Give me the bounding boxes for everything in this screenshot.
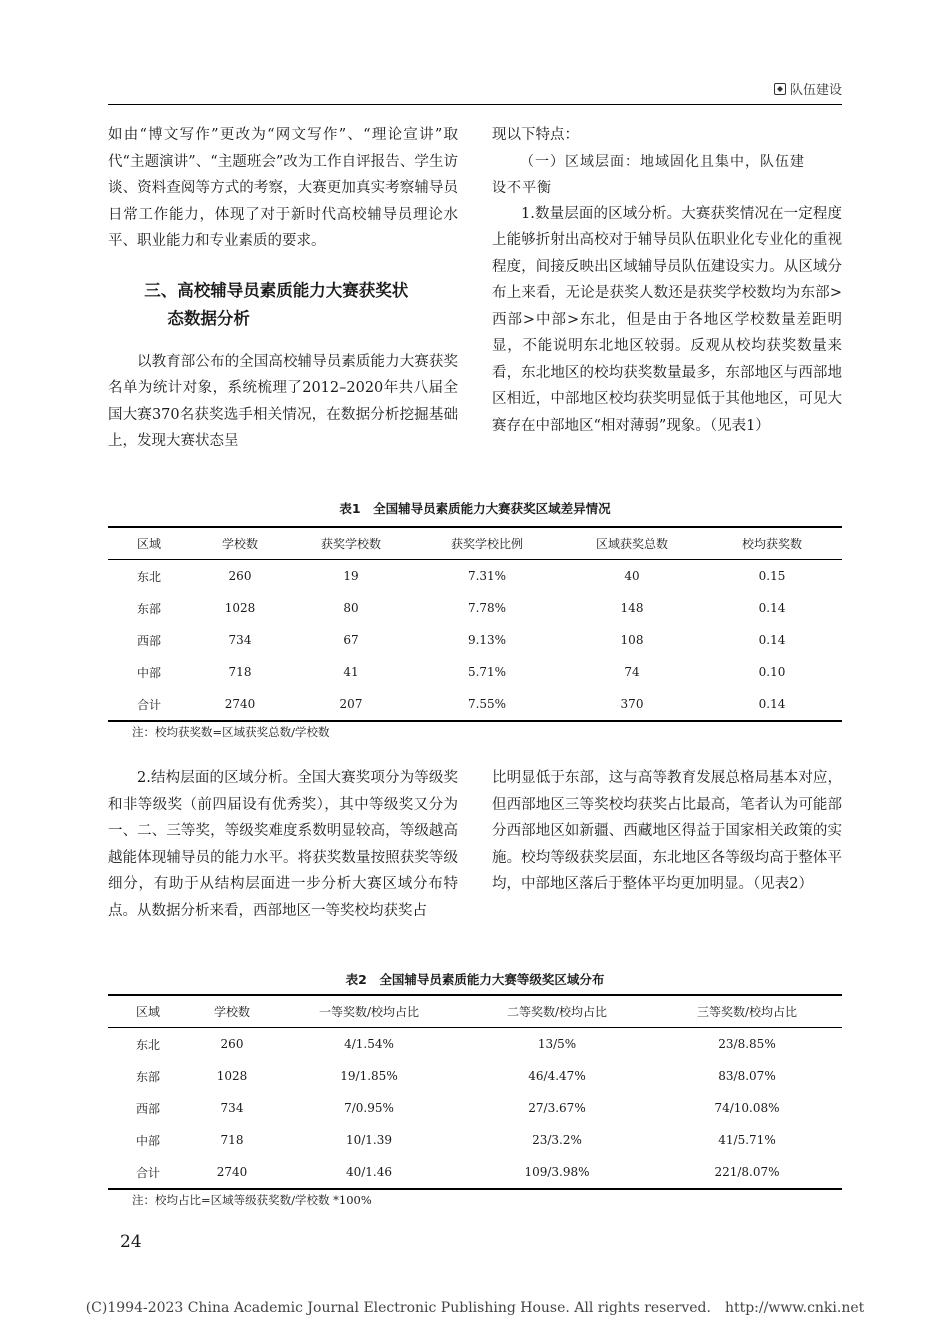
table-cell: 东部 [136,601,161,616]
table-cell: 80 [343,601,359,615]
paragraph: 比明显低于东部，这与高等教育发展总格局基本对应，但西部地区三等奖校均获奖占比最高，笔者认为可能部分西部地区如新疆、西藏地区得益于国家相关政策的实施。校均等级获奖层面，东北地区各等级均高于整体平均，中部地区落后于整体平均更加明显。（见表2） [492,770,842,892]
column-header: 获奖学校比例 [412,527,562,560]
table-cell: 0.15 [758,569,786,583]
table-cell: 83/8.07% [718,1069,776,1083]
table-cell: 中部 [135,1133,160,1148]
table-cell: 23/3.2% [532,1133,582,1147]
table-cell: 46/4.47% [528,1069,586,1083]
paragraph: 以教育部公布的全国高校辅导员素质能力大赛获奖名单为统计对象，系统梳理了2012–2020年共八届全国大赛370名获奖选手相关情况，在数据分析挖掘基础上，发现大赛状态呈 [108,353,458,449]
column-header: 校均获奖数 [702,527,842,560]
table-cell: 108 [620,633,644,647]
table-cell: 1028 [216,1069,248,1083]
subsection-heading-line2: 设不平衡 [492,179,552,196]
right-column-top [492,122,842,439]
table-cell: 41/5.71% [718,1133,776,1147]
table-cell: 东北 [135,1037,160,1052]
table-row [108,1060,842,1092]
table-cell: 1028 [224,601,256,615]
column-header: 一等奖数/校均占比 [276,995,462,1028]
table-row [108,560,842,593]
column-header: 区域获奖总数 [562,527,702,560]
section-heading [108,277,458,333]
table2-caption: 表2 全国辅导员素质能力大赛等级奖区域分布 [345,972,605,987]
table-cell: 260 [228,569,252,583]
subsection-heading-line1: （一）区域层面：地域固化且集中，队伍建 [520,153,805,170]
table-cell: 2740 [190,688,290,721]
left-column-middle [108,765,458,924]
table-cell: 74 [624,665,640,679]
table2-note: 注：校均占比=区域等级获奖数/学校数 *100% [132,1193,372,1207]
table-cell: 5.71% [467,665,507,679]
paragraph: 如由“博文写作”更改为“网文写作”、“理论宣讲”取代“主题演讲”、“主题班会”改为工作自评报告、学生访谈、资料查阅等方式的考察，大赛更加真实考察辅导员日常工作能力，体现了对于新时代高校辅导员理论水平、职业能力和专业素质的要求。 [108,127,458,249]
paragraph: 现以下特点： [492,127,579,143]
table-cell: 9.13% [467,633,507,647]
running-header [774,79,842,98]
table-cell: 7/0.95% [344,1101,394,1115]
table-cell: 148 [620,601,644,615]
column-header: 二等奖数/校均占比 [462,995,652,1028]
column-header: 区域 [108,527,190,560]
column-header: 三等奖数/校均占比 [652,995,842,1028]
table-cell: 0.14 [702,688,842,721]
column-header: 学校数 [190,527,290,560]
table-cell: 27/3.67% [528,1101,586,1115]
table-cell: 109/3.98% [462,1156,652,1189]
left-column-top [108,122,458,455]
table-cell: 10/1.39 [345,1133,393,1147]
table-cell: 41 [343,665,359,679]
table-cell: 40 [624,569,640,583]
subsection-heading [492,149,842,201]
table-cell: 中部 [136,665,161,680]
table-cell: 4/1.54% [344,1037,394,1051]
table-cell: 23/8.85% [718,1037,776,1051]
copyright-footer: (C)1994-2023 China Academic Journal Electronic Publishing House. All rights reserved. http://www.cnki.net [85,1300,865,1316]
table-cell: 东部 [135,1069,160,1084]
table-cell: 西部 [136,633,161,648]
table-cell: 0.14 [758,601,786,615]
table-header-row [108,527,842,560]
table-cell: 0.10 [758,665,786,679]
table2 [108,994,842,1190]
table-cell: 合计 [108,1156,188,1189]
table-cell: 东北 [136,569,161,584]
table-row [108,656,842,688]
table-cell: 718 [220,1133,244,1147]
table1-caption: 表1 全国辅导员素质能力大赛获奖区域差异情况 [339,501,611,516]
table-cell: 718 [228,665,252,679]
table1 [108,526,842,722]
table-row [108,1124,842,1156]
section-heading-line1: 三、高校辅导员素质能力大赛获奖状 [144,280,409,300]
table-row [108,688,842,721]
table-cell: 74/10.08% [714,1101,780,1115]
table-cell: 734 [228,633,252,647]
table-row [108,592,842,624]
column-header: 学校数 [188,995,276,1028]
section-title: 队伍建设 [789,83,842,98]
paragraph: 1.数量层面的区域分析。大赛获奖情况在一定程度上能够折射出高校对于辅导员队伍职业化专业化的重视程度，间接反映出区域辅导员队伍建设实力。从区域分布上来看，无论是获奖人数还是获奖学校数均为东部>西部>中部>东北，但是由于各地区学校数量差距明显，不能说明东北地区较弱。反观从校均获奖数量来看，东北地区的校均获奖数量最多，东部地区与西部地区相近，中部地区校均获奖明显低于其他地区，可见大赛存在中部地区“相对薄弱”现象。（见表1） [492,205,842,434]
table-cell: 合计 [108,688,190,721]
table-cell: 19/1.85% [340,1069,398,1083]
table-cell: 7.31% [467,569,507,583]
table-row [108,624,842,656]
journal-logo-icon [774,83,786,95]
table-header-row [108,995,842,1028]
table-cell: 7.78% [467,601,507,615]
table-cell: 370 [562,688,702,721]
table-cell: 260 [220,1037,244,1051]
right-column-middle [492,765,842,898]
table-row [108,1092,842,1124]
section-heading-line2: 态数据分析 [167,308,250,328]
page-number: 24 [120,1232,142,1252]
table-cell: 734 [220,1101,244,1115]
column-header: 区域 [108,995,188,1028]
paragraph: 2.结构层面的区域分析。全国大赛奖项分为等级奖和非等级奖（前四届设有优秀奖），其中等级奖又分为一、二、三等奖，等级奖难度系数明显较高，等级越高越能体现辅导员的能力水平。将获奖数量按照获奖等级细分，有助于从结构层面进一步分析大赛区域分布特点。从数据分析来看，西部地区一等奖校均获奖占 [108,770,458,919]
table-cell: 0.14 [758,633,786,647]
column-header: 获奖学校数 [290,527,412,560]
table-cell: 40/1.46 [276,1156,462,1189]
table1-note: 注：校均获奖数=区域获奖总数/学校数 [132,725,330,739]
table-cell: 2740 [188,1156,276,1189]
table-cell: 7.55% [412,688,562,721]
table-cell: 221/8.07% [652,1156,842,1189]
table-cell: 207 [290,688,412,721]
table-row [108,1156,842,1189]
table-cell: 19 [343,569,359,583]
table-cell: 13/5% [537,1037,577,1051]
table-cell: 西部 [135,1101,160,1116]
header-rule [108,104,842,105]
table-row [108,1028,842,1061]
table-cell: 67 [343,633,359,647]
